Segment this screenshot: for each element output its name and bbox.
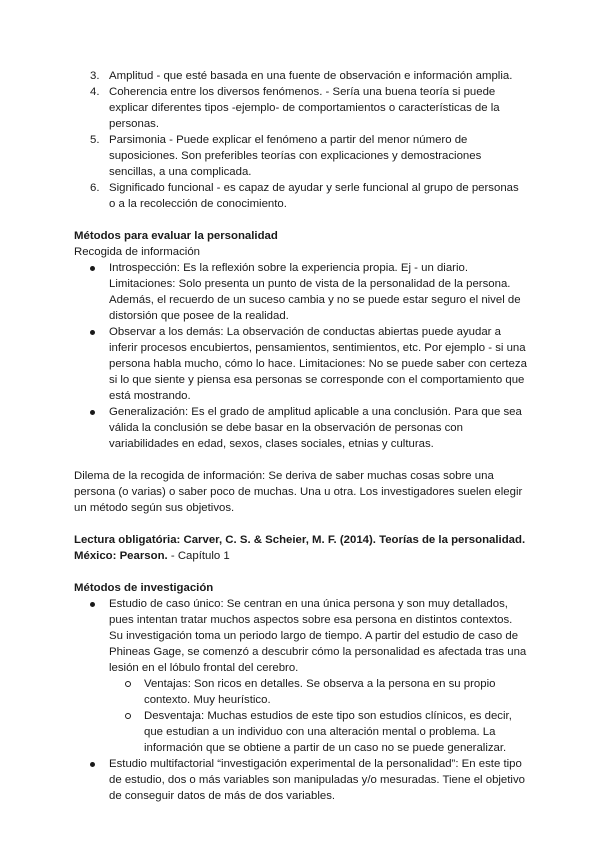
reading-chapter: - Capítulo 1 <box>167 550 230 562</box>
hollow-bullet-icon <box>125 681 131 687</box>
sub-list-item <box>109 708 528 756</box>
bullet-icon <box>90 266 95 271</box>
criteria-text: Amplitud - que esté basada en una fuente de observación e información amplia. <box>109 70 513 82</box>
bullet-text: Generalización: Es el grado de amplitud aplicable a una conclusión. Para que sea válida la conclusión se debe basar en la observación de personas con variabilidades en edad, sexos, clases sociales, etnias y culturas. <box>109 406 522 450</box>
evaluation-bullets <box>74 260 528 452</box>
criteria-item <box>74 132 528 180</box>
criteria-text: Significado funcional - es capaz de ayudar y serle funcional al grupo de personas o a la recolección de conocimiento. <box>109 182 519 210</box>
bullet-text: Estudio multifactorial “investigación experimental de la personalidad”: En este tipo de estudio, dos o más variables son manipuladas y/o mesuradas. Tiene el objetivo de conseguir datos de más de dos variables. <box>109 758 525 802</box>
sub-bullet-text: Ventajas: Son ricos en detalles. Se observa a la persona en su propio contexto. Muy heurístico. <box>144 678 496 706</box>
section-heading-evaluation: Métodos para evaluar la personalidad <box>74 230 278 242</box>
reading-reference <box>74 532 528 564</box>
reading-title: Lectura obligatória: Carver, C. S. & Scheier, M. F. (2014). Teorías de la personalidad. México: Pearson. <box>74 534 526 562</box>
case-study-sublist <box>109 676 528 756</box>
bullet-icon <box>90 410 95 415</box>
criteria-item <box>74 68 528 84</box>
bullet-icon <box>90 330 95 335</box>
research-bullets <box>74 596 528 804</box>
list-item <box>74 324 528 404</box>
list-number: 3. <box>90 70 100 82</box>
criteria-item <box>74 180 528 212</box>
dilemma-paragraph: Dilema de la recogida de información: Se deriva de saber muchas cosas sobre una persona (o varias) o saber poco de muchas. Una u otra. Los investigadores suelen elegir un método según sus objetivos. <box>74 470 523 514</box>
hollow-bullet-icon <box>125 713 131 719</box>
bullet-text: Introspección: Es la reflexión sobre la experiencia propia. Ej - un diario. Limitaciones: Solo presenta un punto de vista de la personalidad de la persona. Además, el recuerdo de un suceso cambia y no se puede estar seguro el nivel de distorsión que posee de la realidad. <box>109 262 521 322</box>
section-subheading: Recogida de información <box>74 246 201 258</box>
sub-list-item <box>109 676 528 708</box>
list-number: 5. <box>90 134 100 146</box>
bullet-text: Estudio de caso único: Se centran en una única persona y son muy detallados, pues intentan tratar muchos aspectos sobre esa persona en distintos contextos. Su investigación toma un periodo largo de tiempo. A partir del estudio de caso de Phineas Gage, se comenzó a descubrir cómo la personalidad es afectada tras una lesión en el lóbulo frontal del cerebro. <box>109 598 527 674</box>
criteria-text: Coherencia entre los diversos fenómenos. - Sería una buena teoría si puede explicar diferentes tipos -ejemplo- de comportamientos o características de la personas. <box>109 86 500 130</box>
section-heading-research: Métodos de investigación <box>74 582 214 594</box>
bullet-text: Observar a los demás: La observación de conductas abiertas puede ayudar a inferir procesos encubiertos, pensamientos, sentimientos, etc. Por ejemplo - si una persona habla mucho, cómo lo hace. Limitaciones: No se puede saber con certeza si lo que siente y piensa esa personas se corresponde con el comportamiento que está mostrando. <box>109 326 527 402</box>
criteria-text: Parsimonia - Puede explicar el fenómeno a partir del menor número de suposiciones. Son preferibles teorías con explicaciones y demostraciones sencillas, a una complicada. <box>109 134 482 178</box>
criteria-list <box>74 68 528 212</box>
bullet-icon <box>90 602 95 607</box>
list-item <box>74 404 528 452</box>
bullet-icon <box>90 762 95 767</box>
list-number: 6. <box>90 182 100 194</box>
list-item <box>74 596 528 756</box>
list-item <box>74 756 528 804</box>
criteria-item <box>74 84 528 132</box>
sub-bullet-text: Desventaja: Muchas estudios de este tipo son estudios clínicos, es decir, que estudian a un individuo con una alteración mental o problema. La información que se obtiene a partir de un caso no se puede generalizar. <box>144 710 512 754</box>
list-number: 4. <box>90 86 100 98</box>
list-item <box>74 260 528 324</box>
